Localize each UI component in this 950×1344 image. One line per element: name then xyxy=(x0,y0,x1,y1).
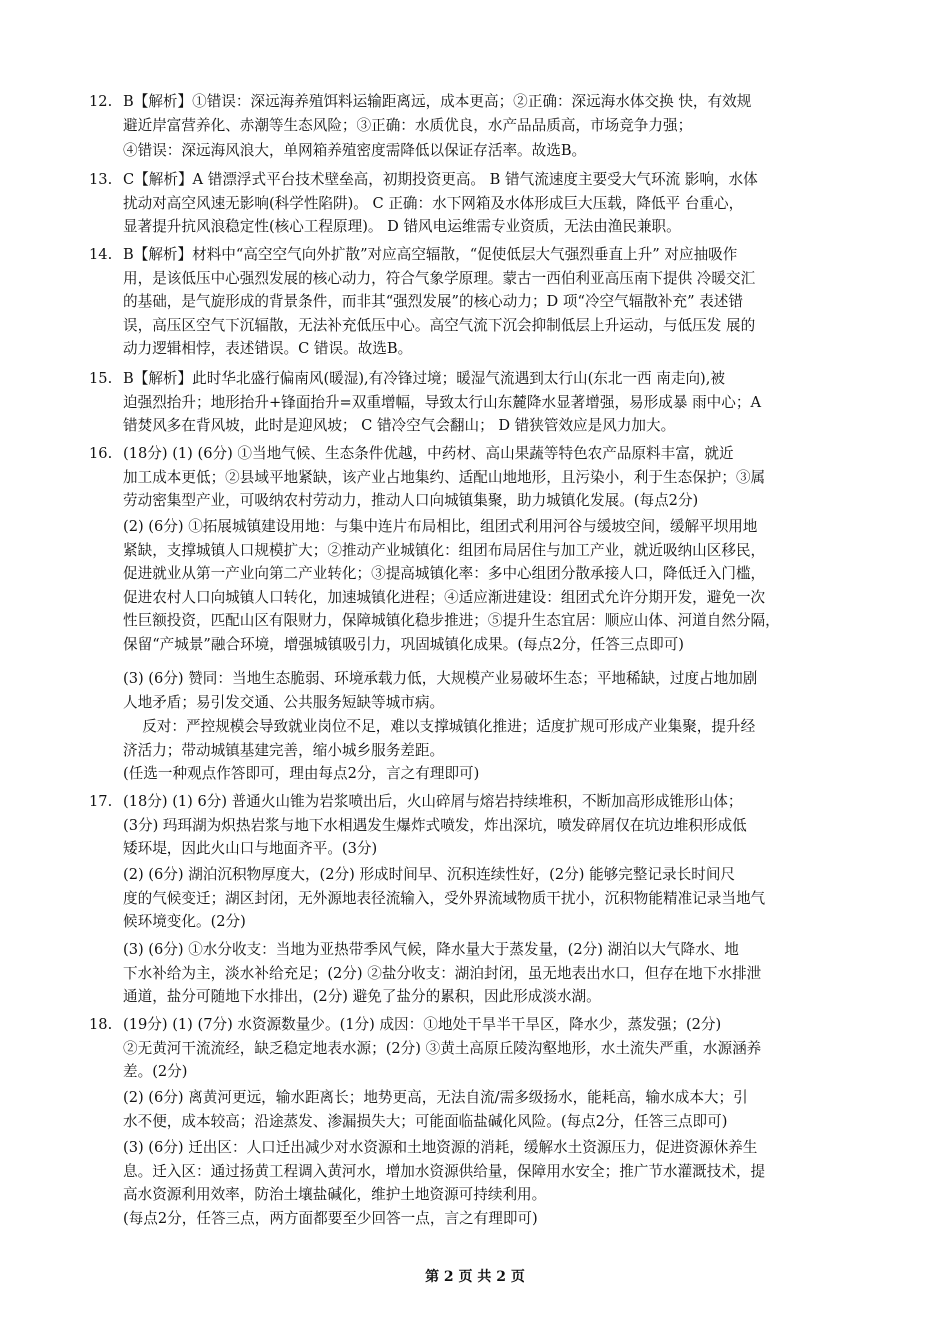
text-line: 迫强烈抬升；地形抬升+锋面抬升=双重增幅，导致太行山东麓降水显著增强，易形成暴 雨中心；A xyxy=(123,393,761,411)
question-14 xyxy=(89,243,875,361)
text-line: 的基础，是气旋形成的背景条件，而非其“强烈发展”的核心动力；D 项“冷空气辐散补充” 表述错 xyxy=(123,293,743,311)
question-body xyxy=(123,367,875,438)
question-number: 14. xyxy=(89,246,113,263)
question-12 xyxy=(89,90,875,163)
answer-16-part-4 xyxy=(123,715,875,786)
answer-17-part-2 xyxy=(123,863,875,934)
question-number: 15. xyxy=(89,370,113,387)
question-16 xyxy=(89,442,875,513)
question-17 xyxy=(89,790,875,861)
text-line: (3) (6分) ①水分收支：当地为亚热带季风气候，降水量大于蒸发量，(2分) 湖泊以大气降水、地 xyxy=(123,941,739,958)
text-line: B【解析】材料中“高空空气向外扩散”对应高空辐散，“促使低层大气强烈垂直上升” 对应抽吸作 xyxy=(123,246,738,263)
page-footer: 第 2 页 共 2 页 xyxy=(425,1269,525,1285)
answer-16-part-2 xyxy=(123,515,875,657)
text-line: 通道，盐分可随地下水排出，(2分) 避免了盐分的累积，因此形成淡水湖。 xyxy=(123,988,601,1006)
text-line: 度的气候变迁；湖区封闭，无外源地表径流输入，受外界流域物质干扰小，沉积物能精准记录当地气 xyxy=(123,889,766,907)
text-line: 候环境变化。(2分) xyxy=(123,913,246,931)
text-line: 错焚风多在背风坡，此时是迎风坡； C 错冷空气会翻山； D 错狭管效应是风力加大。 xyxy=(123,417,676,435)
text-line: 误，高压区空气下沉辐散，无法补充低压中心。高空气流下沉会抑制低层上升运动，与低压发 展的 xyxy=(123,316,756,334)
text-line: 性巨额投资，匹配山区有限财力，保障城镇化稳步推进；⑤提升生态宜居：顺应山体、河道自然分隔， xyxy=(123,612,780,630)
text-line: 矮环堤，因此火山口与地面齐平。(3分) xyxy=(123,840,378,858)
text-line: 水不便，成本较高；沿途蒸发、渗漏损失大；可能面临盐碱化风险。(每点2分，任答三点即可) xyxy=(123,1112,728,1130)
question-13 xyxy=(89,168,875,239)
answer-17-part-3 xyxy=(123,938,875,1009)
text-line: 促进就业从第一产业向第二产业转化；③提高城镇化率：多中心组团分散承接人口，降低迁入门槛， xyxy=(123,565,766,583)
text-line: 紧缺，支撑城镇人口规模扩大；②推动产业城镇化：组团布局居住与加工产业，就近吸纳山区移民， xyxy=(123,541,766,559)
text-line: 避近岸富营养化、赤潮等生态风险；③正确：水质优良，水产品品质高，市场竞争力强； xyxy=(123,116,693,134)
text-line: (18分) (1) (6分) ①当地气候、生态条件优越，中药材、高山果蔬等特色农产品原料丰富，就近 xyxy=(123,445,734,462)
text-line: 保留“产城景”融合环境，增强城镇吸引力，巩固城镇化成果。(每点2分，任答三点即可) xyxy=(123,635,684,653)
question-body xyxy=(123,1013,875,1084)
text-line: 动力逻辑相悖，表述错误。C 错误。故选B。 xyxy=(123,340,413,358)
question-number: 17. xyxy=(89,793,113,810)
text-line: 人地矛盾；易引发交通、公共服务短缺等城市病。 xyxy=(123,693,445,711)
text-line: (3) (6分) 迁出区：人口迁出减少对水资源和土地资源的消耗，缓解水土资源压力，促进资源休养生 xyxy=(123,1139,758,1156)
question-number: 18. xyxy=(89,1016,113,1033)
text-line: 差。(2分) xyxy=(123,1063,188,1081)
text-line: 息。迁入区：通过扬黄工程调入黄河水，增加水资源供给量，保障用水安全；推广节水灌溉技术，提 xyxy=(123,1162,766,1180)
text-line: (每点2分，任答三点，两方面都要至少回答一点，言之有理即可) xyxy=(123,1209,538,1227)
question-body xyxy=(123,243,875,361)
question-body xyxy=(123,90,875,163)
text-line: 反对：严控规模会导致就业岗位不足，难以支撑城镇化推进；适度扩规可形成产业集聚，提升经 xyxy=(123,718,756,735)
question-number: 16. xyxy=(89,445,113,462)
text-line: 下水补给为主，淡水补给充足；(2分) ②盐分收支：湖泊封闭，虽无地表出水口，但存在地下水排泄 xyxy=(123,964,762,982)
text-line: 用，是该低压中心强烈发展的核心动力，符合气象学原理。蒙古一西伯利亚高压南下提供 冷暖交汇 xyxy=(123,269,756,287)
text-line: (18分) (1) 6分) 普通火山锥为岩浆喷出后，火山碎屑与熔岩持续堆积，不断加高形成锥形山体； xyxy=(123,793,743,810)
text-line: 扰动对高空风速无影响(科学性陷阱)。 C 正确：水下网箱及水体形成巨大压载，降低平 台重心， xyxy=(123,194,744,212)
text-line: (2) (6分) 离黄河更远，输水距离长；地势更高，无法自流/需多级扬水，能耗高，输水成本大；引 xyxy=(123,1089,748,1106)
text-line: (2) (6分) ①拓展城镇建设用地：与集中连片布局相比，组团式利用河谷与缓坡空间，缓解平坝用地 xyxy=(123,518,758,535)
question-15 xyxy=(89,367,875,438)
text-line: (任选一种观点作答即可，理由每点2分，言之有理即可) xyxy=(123,765,480,783)
text-line: 高水资源利用效率，防治土壤盐碱化，维护土地资源可持续利用。 xyxy=(123,1186,547,1204)
answer-18-part-3 xyxy=(123,1136,875,1230)
question-number: 13. xyxy=(89,171,113,188)
text-line: ②无黄河干流流经，缺乏稳定地表水源；(2分) ③黄土高原丘陵沟壑地形，水土流失严重，水源涵养 xyxy=(123,1039,762,1057)
text-line: 促进农村人口向城镇人口转化，加速城镇化进程；④适应渐进建设：组团式允许分期开发，避免一次 xyxy=(123,588,766,606)
answer-16-part-3 xyxy=(123,667,875,714)
text-line: (19分) (1) (7分) 水资源数量少。(1分) 成因：①地处干旱半干旱区，降水少，蒸发强；(2分) xyxy=(123,1016,722,1033)
text-line: 显著提升抗风浪稳定性(核心工程原理)。 D 错风电运维需专业资质，无法由渔民兼职。 xyxy=(123,218,681,236)
text-line: (3) (6分) 赞同：当地生态脆弱、环境承载力低，大规模产业易破坏生态；平地稀缺，过度占地加剧 xyxy=(123,670,758,687)
question-body xyxy=(123,790,875,861)
text-line: B【解析】此时华北盛行偏南风(暖湿),有冷锋过境；暖湿气流遇到太行山(东北一西 南走向),被 xyxy=(123,370,725,387)
text-line: 劳动密集型产业，可吸纳农村劳动力，推动人口向城镇集聚，助力城镇化发展。(每点2分) xyxy=(123,492,699,510)
question-body xyxy=(123,442,875,513)
text-line: 加工成本更低；②县域平地紧缺，该产业占地集约、适配山地地形，且污染小，利于生态保护；③属 xyxy=(123,468,766,486)
text-line: 济活力；带动城镇基建完善，缩小城乡服务差距。 xyxy=(123,741,445,759)
question-number: 12. xyxy=(89,93,113,110)
text-line: (2) (6分) 湖泊沉积物厚度大，(2分) 形成时间早、沉积连续性好，(2分) 能够完整记录长时间尺 xyxy=(123,866,736,883)
answer-18-part-2 xyxy=(123,1086,875,1133)
text-line: ④错误：深远海风浪大，单网箱养殖密度需降低以保证存活率。故选B。 xyxy=(123,142,587,160)
text-line: C【解析】A 错漂浮式平台技术壁垒高，初期投资更高。 B 错气流速度主要受大气环流 影响，水体 xyxy=(123,171,758,188)
text-line: B【解析】①错误：深远海养殖饵料运输距离远，成本更高；②正确：深远海水体交换 快，有效规 xyxy=(123,93,752,110)
question-body xyxy=(123,168,875,239)
question-18 xyxy=(89,1013,875,1084)
text-line: (3分) 玛珥湖为炽热岩浆与地下水相遇发生爆炸式喷发，炸出深坑，喷发碎屑仅在坑边堆积形成低 xyxy=(123,816,747,834)
